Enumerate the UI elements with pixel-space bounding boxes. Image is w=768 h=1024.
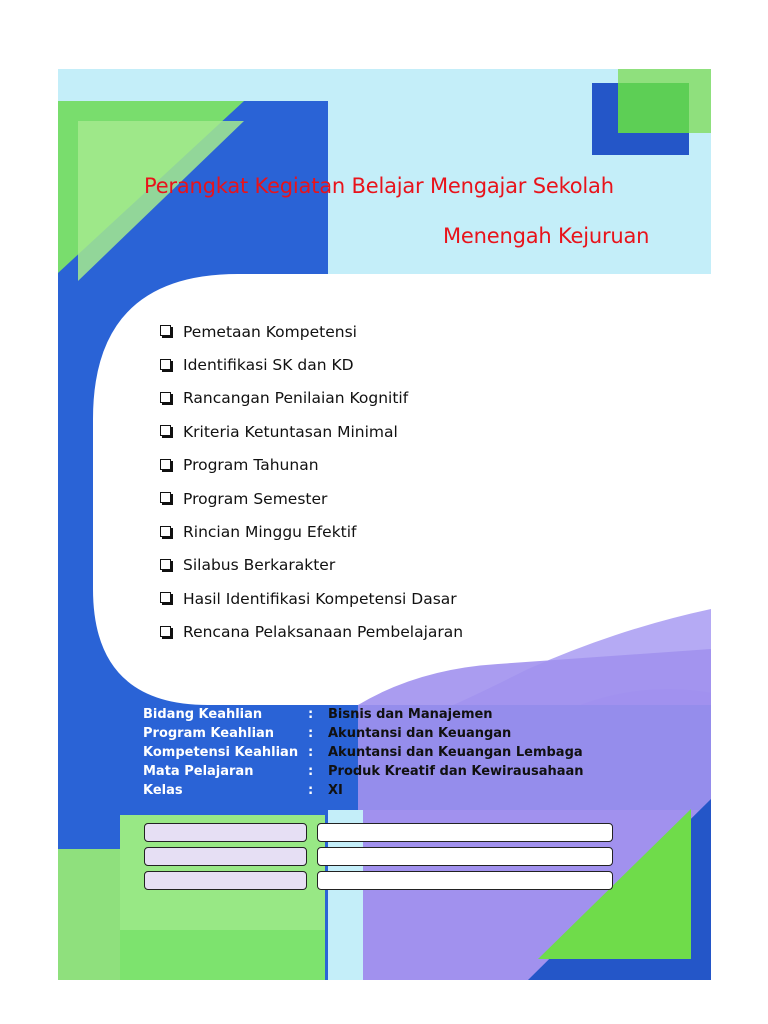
list-item: Silabus Berkarakter bbox=[160, 549, 463, 582]
list-item: Hasil Identifikasi Kompetensi Dasar bbox=[160, 582, 463, 615]
info-row-bidang: Bidang Keahlian : Bisnis dan Manajemen bbox=[143, 707, 493, 722]
document-cover bbox=[58, 69, 711, 980]
checkbox-icon bbox=[160, 459, 171, 470]
identity-value-field-2[interactable] bbox=[317, 847, 613, 866]
checkbox-icon bbox=[160, 626, 171, 637]
info-row-kompetensi: Kompetensi Keahlian : Akuntansi dan Keuangan Lembaga bbox=[143, 745, 583, 760]
checkbox-icon bbox=[160, 359, 171, 370]
checkbox-icon bbox=[160, 526, 171, 537]
list-item: Rencana Pelaksanaan Pembelajaran bbox=[160, 616, 463, 649]
document-checklist bbox=[160, 315, 463, 649]
checkbox-icon bbox=[160, 392, 171, 403]
info-table bbox=[143, 705, 584, 800]
checkbox-icon bbox=[160, 492, 171, 503]
list-item: Pemetaan Kompetensi bbox=[160, 315, 463, 348]
list-item: Rancangan Penilaian Kognitif bbox=[160, 382, 463, 415]
checkbox-icon bbox=[160, 325, 171, 336]
info-row-kelas: Kelas : XI bbox=[143, 783, 343, 798]
identity-value-field-3[interactable] bbox=[317, 871, 613, 890]
info-row-mapel: Mata Pelajaran : Produk Kreatif dan Kewirausahaan bbox=[143, 764, 584, 779]
identity-label-field-1[interactable] bbox=[144, 823, 307, 842]
list-item: Rincian Minggu Efektif bbox=[160, 515, 463, 548]
info-row-program: Program Keahlian : Akuntansi dan Keuangan bbox=[143, 726, 512, 741]
list-item: Identifikasi SK dan KD bbox=[160, 348, 463, 381]
title-line-2: Menengah Kejuruan bbox=[443, 224, 650, 248]
identity-label-field-2[interactable] bbox=[144, 847, 307, 866]
green-square-overlap bbox=[618, 83, 689, 133]
list-item: Program Tahunan bbox=[160, 449, 463, 482]
identity-label-field-3[interactable] bbox=[144, 871, 307, 890]
checkbox-icon bbox=[160, 592, 171, 603]
identity-value-field-1[interactable] bbox=[317, 823, 613, 842]
list-item: Program Semester bbox=[160, 482, 463, 515]
title-line-1: Perangkat Kegiatan Belajar Mengajar Sekolah bbox=[144, 174, 614, 198]
list-item: Kriteria Ketuntasan Minimal bbox=[160, 415, 463, 448]
checkbox-icon bbox=[160, 559, 171, 570]
checkbox-icon bbox=[160, 425, 171, 436]
